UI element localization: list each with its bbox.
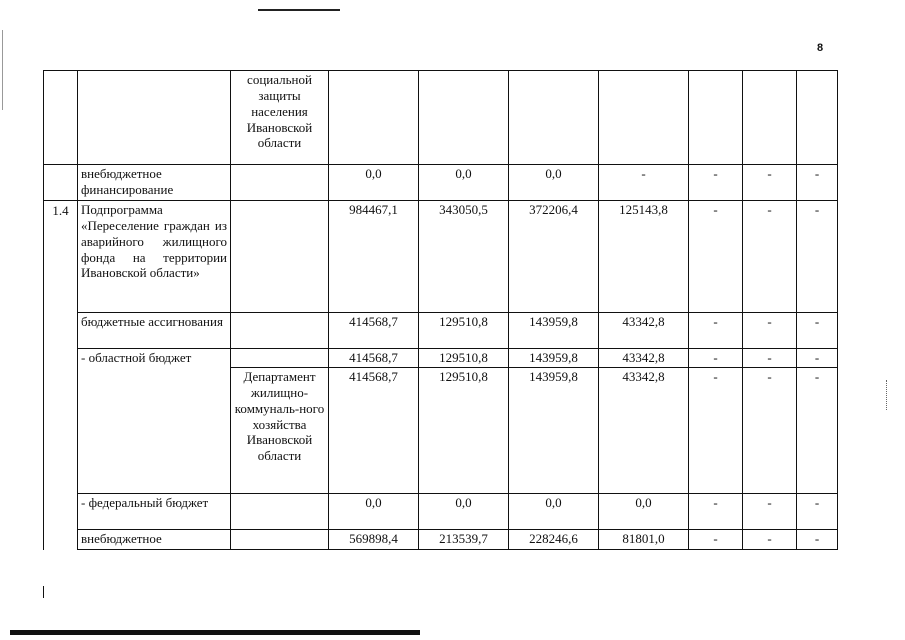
- value-year-3: 0,0: [599, 494, 689, 530]
- value-year-2: 143959,8: [509, 368, 599, 494]
- value-year-6: [797, 71, 838, 165]
- table-row: [44, 201, 838, 313]
- value-year-1: 129510,8: [419, 349, 509, 368]
- table-continuation-line: [43, 586, 44, 598]
- row-name: внебюджетное финансирование: [78, 165, 231, 201]
- value-year-2: 0,0: [509, 165, 599, 201]
- bottom-scan-bar: [10, 630, 420, 635]
- row-executor: [231, 165, 329, 201]
- value-total: 569898,4: [329, 530, 419, 550]
- row-index: [44, 530, 78, 550]
- value-total: 414568,7: [329, 368, 419, 494]
- value-year-3: 81801,0: [599, 530, 689, 550]
- row-executor: [231, 313, 329, 349]
- row-name: бюджетные ассигнования: [78, 313, 231, 349]
- budget-table: [43, 70, 838, 550]
- row-index: [44, 368, 78, 494]
- value-year-4: -: [689, 165, 743, 201]
- value-year-4: -: [689, 368, 743, 494]
- value-year-6: -: [797, 349, 838, 368]
- value-year-4: -: [689, 494, 743, 530]
- value-total: 414568,7: [329, 349, 419, 368]
- value-year-5: -: [743, 201, 797, 313]
- row-name: [78, 71, 231, 165]
- table-row: [44, 530, 838, 550]
- row-name: - областной бюджет: [78, 349, 231, 368]
- value-year-2: 228246,6: [509, 530, 599, 550]
- value-year-5: -: [743, 530, 797, 550]
- value-year-3: [599, 71, 689, 165]
- scan-artifact-left: [2, 30, 3, 110]
- value-total: [329, 71, 419, 165]
- value-year-4: -: [689, 530, 743, 550]
- row-name: Подпрограмма «Переселение граждан из аварийного жилищного фонда на территории Ивановской области»: [78, 201, 231, 313]
- value-year-1: 343050,5: [419, 201, 509, 313]
- value-year-4: -: [689, 313, 743, 349]
- row-executor: [231, 530, 329, 550]
- value-year-5: -: [743, 494, 797, 530]
- table-row: [44, 71, 838, 165]
- value-year-1: 213539,7: [419, 530, 509, 550]
- table-row: [44, 494, 838, 530]
- value-year-5: -: [743, 165, 797, 201]
- row-index: 1.4: [44, 201, 78, 313]
- page-number: 8: [817, 42, 824, 54]
- row-name: - федеральный бюджет: [78, 494, 231, 530]
- value-year-5: [743, 71, 797, 165]
- row-name: [78, 368, 231, 494]
- value-year-1: 129510,8: [419, 368, 509, 494]
- value-year-6: -: [797, 494, 838, 530]
- value-year-2: 372206,4: [509, 201, 599, 313]
- row-executor: [231, 349, 329, 368]
- value-year-2: 143959,8: [509, 349, 599, 368]
- value-year-5: -: [743, 368, 797, 494]
- value-year-6: -: [797, 165, 838, 201]
- value-total: 0,0: [329, 165, 419, 201]
- value-year-3: 125143,8: [599, 201, 689, 313]
- value-total: 984467,1: [329, 201, 419, 313]
- value-year-1: [419, 71, 509, 165]
- value-year-1: 129510,8: [419, 313, 509, 349]
- value-year-2: 143959,8: [509, 313, 599, 349]
- row-index: [44, 349, 78, 368]
- value-year-3: 43342,8: [599, 313, 689, 349]
- value-year-2: [509, 71, 599, 165]
- table-row: [44, 368, 838, 494]
- value-year-2: 0,0: [509, 494, 599, 530]
- value-total: 0,0: [329, 494, 419, 530]
- value-year-6: -: [797, 201, 838, 313]
- row-index: [44, 165, 78, 201]
- value-year-3: -: [599, 165, 689, 201]
- value-year-6: -: [797, 530, 838, 550]
- row-name: внебюджетное: [78, 530, 231, 550]
- value-year-3: 43342,8: [599, 368, 689, 494]
- row-index: [44, 494, 78, 530]
- table-row: [44, 165, 838, 201]
- row-executor: [231, 494, 329, 530]
- value-year-5: -: [743, 313, 797, 349]
- value-year-1: 0,0: [419, 494, 509, 530]
- value-total: 414568,7: [329, 313, 419, 349]
- row-executor: Департамент жилищно-коммуналь-ного хозяйства Ивановской области: [231, 368, 329, 494]
- value-year-5: -: [743, 349, 797, 368]
- value-year-4: -: [689, 201, 743, 313]
- row-index: [44, 71, 78, 165]
- value-year-4: -: [689, 349, 743, 368]
- row-executor: социальной защиты населения Ивановской области: [231, 71, 329, 165]
- value-year-1: 0,0: [419, 165, 509, 201]
- value-year-3: 43342,8: [599, 349, 689, 368]
- table-row: [44, 349, 838, 368]
- value-year-6: -: [797, 313, 838, 349]
- table-row: [44, 313, 838, 349]
- row-index: [44, 313, 78, 349]
- row-executor: [231, 201, 329, 313]
- top-rule: [258, 9, 340, 11]
- value-year-6: -: [797, 368, 838, 494]
- scan-artifact-right: [886, 380, 889, 410]
- value-year-4: [689, 71, 743, 165]
